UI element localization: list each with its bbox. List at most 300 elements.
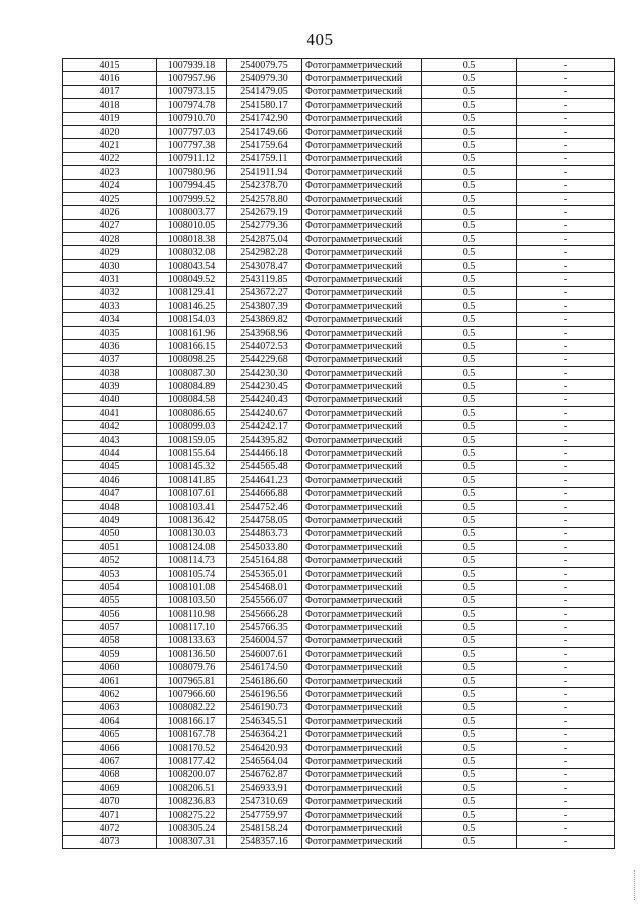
x-coordinate-cell: 1007910.70 [157,112,227,125]
table-row [63,340,615,353]
x-coordinate-cell: 1008200.07 [157,768,227,781]
coordinates-table-body [63,59,615,849]
y-coordinate-cell: 2546933.91 [227,782,302,795]
method-cell: Фотограмметрический [302,500,422,513]
x-coordinate-cell: 1007797.38 [157,139,227,152]
point-number-cell: 4043 [63,433,157,446]
table-row [63,206,615,219]
point-number-cell: 4031 [63,273,157,286]
note-cell: - [517,139,615,152]
method-cell: Фотограмметрический [302,139,422,152]
note-cell: - [517,541,615,554]
accuracy-cell: 0.5 [422,340,517,353]
accuracy-cell: 0.5 [422,567,517,580]
method-cell: Фотограмметрический [302,701,422,714]
y-coordinate-cell: 2546196.56 [227,688,302,701]
point-number-cell: 4050 [63,527,157,540]
accuracy-cell: 0.5 [422,648,517,661]
x-coordinate-cell: 1008146.25 [157,300,227,313]
point-number-cell: 4019 [63,112,157,125]
table-row [63,715,615,728]
y-coordinate-cell: 2546564.04 [227,755,302,768]
table-row [63,688,615,701]
accuracy-cell: 0.5 [422,420,517,433]
point-number-cell: 4055 [63,594,157,607]
x-coordinate-cell: 1008305.24 [157,822,227,835]
method-cell: Фотограмметрический [302,407,422,420]
method-cell: Фотограмметрический [302,380,422,393]
accuracy-cell: 0.5 [422,246,517,259]
table-row [63,152,615,165]
y-coordinate-cell: 2545468.01 [227,581,302,594]
y-coordinate-cell: 2545033.80 [227,541,302,554]
x-coordinate-cell: 1008082.22 [157,701,227,714]
accuracy-cell: 0.5 [422,487,517,500]
table-row [63,139,615,152]
y-coordinate-cell: 2543869.82 [227,313,302,326]
method-cell: Фотограмметрический [302,768,422,781]
accuracy-cell: 0.5 [422,259,517,272]
accuracy-cell: 0.5 [422,500,517,513]
point-number-cell: 4073 [63,835,157,848]
accuracy-cell: 0.5 [422,460,517,473]
table-row [63,808,615,821]
note-cell: - [517,340,615,353]
point-number-cell: 4030 [63,259,157,272]
accuracy-cell: 0.5 [422,192,517,205]
table-row [63,125,615,138]
x-coordinate-cell: 1008275.22 [157,808,227,821]
method-cell: Фотограмметрический [302,219,422,232]
x-coordinate-cell: 1007911.12 [157,152,227,165]
table-row [63,393,615,406]
y-coordinate-cell: 2542982.28 [227,246,302,259]
x-coordinate-cell: 1007939.18 [157,59,227,72]
point-number-cell: 4032 [63,286,157,299]
method-cell: Фотограмметрический [302,527,422,540]
x-coordinate-cell: 1008167.78 [157,728,227,741]
table-row [63,233,615,246]
accuracy-cell: 0.5 [422,674,517,687]
accuracy-cell: 0.5 [422,554,517,567]
accuracy-cell: 0.5 [422,541,517,554]
point-number-cell: 4065 [63,728,157,741]
accuracy-cell: 0.5 [422,300,517,313]
x-coordinate-cell: 1008307.31 [157,835,227,848]
table-row [63,85,615,98]
method-cell: Фотограмметрический [302,393,422,406]
point-number-cell: 4051 [63,541,157,554]
method-cell: Фотограмметрический [302,634,422,647]
note-cell: - [517,581,615,594]
accuracy-cell: 0.5 [422,474,517,487]
method-cell: Фотограмметрический [302,594,422,607]
accuracy-cell: 0.5 [422,206,517,219]
note-cell: - [517,487,615,500]
method-cell: Фотограмметрический [302,85,422,98]
note-cell: - [517,782,615,795]
x-coordinate-cell: 1008206.51 [157,782,227,795]
method-cell: Фотограмметрический [302,433,422,446]
point-number-cell: 4017 [63,85,157,98]
table-row [63,701,615,714]
note-cell: - [517,233,615,246]
note-cell: - [517,661,615,674]
table-row [63,99,615,112]
table-row [63,554,615,567]
y-coordinate-cell: 2545666.28 [227,608,302,621]
x-coordinate-cell: 1008103.50 [157,594,227,607]
accuracy-cell: 0.5 [422,179,517,192]
method-cell: Фотограмметрический [302,420,422,433]
note-cell: - [517,634,615,647]
y-coordinate-cell: 2541759.11 [227,152,302,165]
method-cell: Фотограмметрический [302,166,422,179]
method-cell: Фотограмметрический [302,152,422,165]
table-row [63,300,615,313]
point-number-cell: 4057 [63,621,157,634]
y-coordinate-cell: 2544666.88 [227,487,302,500]
table-row [63,674,615,687]
table-row [63,594,615,607]
note-cell: - [517,353,615,366]
x-coordinate-cell: 1007980.96 [157,166,227,179]
accuracy-cell: 0.5 [422,661,517,674]
accuracy-cell: 0.5 [422,447,517,460]
table-row [63,246,615,259]
scan-edge-mark [634,870,638,900]
table-row [63,72,615,85]
x-coordinate-cell: 1008155.64 [157,447,227,460]
accuracy-cell: 0.5 [422,634,517,647]
x-coordinate-cell: 1008166.15 [157,340,227,353]
method-cell: Фотограмметрический [302,460,422,473]
y-coordinate-cell: 2543119.85 [227,273,302,286]
y-coordinate-cell: 2544242.17 [227,420,302,433]
method-cell: Фотограмметрический [302,674,422,687]
table-row [63,621,615,634]
point-number-cell: 4020 [63,125,157,138]
y-coordinate-cell: 2544863.73 [227,527,302,540]
method-cell: Фотограмметрический [302,581,422,594]
accuracy-cell: 0.5 [422,621,517,634]
x-coordinate-cell: 1008124.08 [157,541,227,554]
method-cell: Фотограмметрический [302,835,422,848]
method-cell: Фотограмметрический [302,554,422,567]
point-number-cell: 4027 [63,219,157,232]
point-number-cell: 4062 [63,688,157,701]
y-coordinate-cell: 2546174.50 [227,661,302,674]
note-cell: - [517,206,615,219]
method-cell: Фотограмметрический [302,567,422,580]
accuracy-cell: 0.5 [422,326,517,339]
method-cell: Фотограмметрический [302,99,422,112]
method-cell: Фотограмметрический [302,621,422,634]
x-coordinate-cell: 1008101.08 [157,581,227,594]
y-coordinate-cell: 2544240.67 [227,407,302,420]
note-cell: - [517,393,615,406]
point-number-cell: 4072 [63,822,157,835]
note-cell: - [517,112,615,125]
point-number-cell: 4025 [63,192,157,205]
point-number-cell: 4023 [63,166,157,179]
table-row [63,474,615,487]
table-row [63,768,615,781]
method-cell: Фотограмметрический [302,326,422,339]
note-cell: - [517,166,615,179]
x-coordinate-cell: 1008154.03 [157,313,227,326]
point-number-cell: 4016 [63,72,157,85]
note-cell: - [517,795,615,808]
y-coordinate-cell: 2544395.82 [227,433,302,446]
x-coordinate-cell: 1008114.73 [157,554,227,567]
point-number-cell: 4069 [63,782,157,795]
note-cell: - [517,835,615,848]
y-coordinate-cell: 2547310.69 [227,795,302,808]
point-number-cell: 4046 [63,474,157,487]
x-coordinate-cell: 1008159.05 [157,433,227,446]
x-coordinate-cell: 1008103.41 [157,500,227,513]
y-coordinate-cell: 2541742.90 [227,112,302,125]
method-cell: Фотограмметрический [302,741,422,754]
y-coordinate-cell: 2541479.05 [227,85,302,98]
accuracy-cell: 0.5 [422,59,517,72]
table-row [63,313,615,326]
point-number-cell: 4029 [63,246,157,259]
x-coordinate-cell: 1008177.42 [157,755,227,768]
note-cell: - [517,313,615,326]
y-coordinate-cell: 2544240.43 [227,393,302,406]
table-row [63,353,615,366]
table-row [63,420,615,433]
accuracy-cell: 0.5 [422,581,517,594]
method-cell: Фотограмметрический [302,300,422,313]
method-cell: Фотограмметрический [302,179,422,192]
note-cell: - [517,179,615,192]
x-coordinate-cell: 1008098.25 [157,353,227,366]
method-cell: Фотограмметрический [302,125,422,138]
table-row [63,59,615,72]
point-number-cell: 4063 [63,701,157,714]
y-coordinate-cell: 2540079.75 [227,59,302,72]
accuracy-cell: 0.5 [422,808,517,821]
method-cell: Фотограмметрический [302,59,422,72]
y-coordinate-cell: 2546345.51 [227,715,302,728]
page-number: 405 [306,30,334,49]
note-cell: - [517,755,615,768]
accuracy-cell: 0.5 [422,72,517,85]
y-coordinate-cell: 2544752.46 [227,500,302,513]
y-coordinate-cell: 2542578.80 [227,192,302,205]
x-coordinate-cell: 1008130.03 [157,527,227,540]
point-number-cell: 4034 [63,313,157,326]
note-cell: - [517,433,615,446]
table-row [63,166,615,179]
table-row [63,795,615,808]
point-number-cell: 4026 [63,206,157,219]
point-number-cell: 4068 [63,768,157,781]
note-cell: - [517,460,615,473]
x-coordinate-cell: 1008084.89 [157,380,227,393]
accuracy-cell: 0.5 [422,125,517,138]
note-cell: - [517,219,615,232]
point-number-cell: 4040 [63,393,157,406]
method-cell: Фотограмметрический [302,728,422,741]
y-coordinate-cell: 2546364.21 [227,728,302,741]
point-number-cell: 4024 [63,179,157,192]
point-number-cell: 4066 [63,741,157,754]
point-number-cell: 4070 [63,795,157,808]
y-coordinate-cell: 2544641.23 [227,474,302,487]
accuracy-cell: 0.5 [422,514,517,527]
point-number-cell: 4056 [63,608,157,621]
note-cell: - [517,648,615,661]
table-row [63,326,615,339]
note-cell: - [517,688,615,701]
note-cell: - [517,514,615,527]
table-row [63,273,615,286]
note-cell: - [517,474,615,487]
point-number-cell: 4018 [63,99,157,112]
accuracy-cell: 0.5 [422,768,517,781]
y-coordinate-cell: 2543672.27 [227,286,302,299]
x-coordinate-cell: 1008084.58 [157,393,227,406]
point-number-cell: 4045 [63,460,157,473]
accuracy-cell: 0.5 [422,701,517,714]
accuracy-cell: 0.5 [422,273,517,286]
y-coordinate-cell: 2542779.36 [227,219,302,232]
x-coordinate-cell: 1007797.03 [157,125,227,138]
x-coordinate-cell: 1008145.32 [157,460,227,473]
table-row [63,541,615,554]
method-cell: Фотограмметрический [302,755,422,768]
method-cell: Фотограмметрический [302,782,422,795]
note-cell: - [517,380,615,393]
accuracy-cell: 0.5 [422,99,517,112]
note-cell: - [517,594,615,607]
method-cell: Фотограмметрический [302,313,422,326]
method-cell: Фотограмметрический [302,447,422,460]
note-cell: - [517,715,615,728]
accuracy-cell: 0.5 [422,112,517,125]
table-row [63,728,615,741]
accuracy-cell: 0.5 [422,139,517,152]
method-cell: Фотограмметрический [302,822,422,835]
method-cell: Фотограмметрический [302,514,422,527]
y-coordinate-cell: 2541911.94 [227,166,302,179]
accuracy-cell: 0.5 [422,433,517,446]
point-number-cell: 4067 [63,755,157,768]
point-number-cell: 4041 [63,407,157,420]
x-coordinate-cell: 1008086.65 [157,407,227,420]
x-coordinate-cell: 1007999.52 [157,192,227,205]
y-coordinate-cell: 2545566.07 [227,594,302,607]
point-number-cell: 4052 [63,554,157,567]
x-coordinate-cell: 1008010.05 [157,219,227,232]
point-number-cell: 4048 [63,500,157,513]
table-row [63,460,615,473]
accuracy-cell: 0.5 [422,755,517,768]
method-cell: Фотограмметрический [302,112,422,125]
y-coordinate-cell: 2544230.45 [227,380,302,393]
point-number-cell: 4039 [63,380,157,393]
note-cell: - [517,152,615,165]
y-coordinate-cell: 2540979.30 [227,72,302,85]
table-row [63,112,615,125]
point-number-cell: 4049 [63,514,157,527]
point-number-cell: 4064 [63,715,157,728]
note-cell: - [517,500,615,513]
table-row [63,487,615,500]
point-number-cell: 4028 [63,233,157,246]
method-cell: Фотограмметрический [302,72,422,85]
note-cell: - [517,447,615,460]
y-coordinate-cell: 2546186.60 [227,674,302,687]
point-number-cell: 4021 [63,139,157,152]
x-coordinate-cell: 1007974.78 [157,99,227,112]
point-number-cell: 4022 [63,152,157,165]
point-number-cell: 4047 [63,487,157,500]
accuracy-cell: 0.5 [422,152,517,165]
accuracy-cell: 0.5 [422,219,517,232]
table-row [63,755,615,768]
x-coordinate-cell: 1008170.52 [157,741,227,754]
x-coordinate-cell: 1008049.52 [157,273,227,286]
y-coordinate-cell: 2541749.66 [227,125,302,138]
y-coordinate-cell: 2545164.88 [227,554,302,567]
accuracy-cell: 0.5 [422,741,517,754]
y-coordinate-cell: 2542378.70 [227,179,302,192]
method-cell: Фотограмметрический [302,353,422,366]
coordinates-table [62,58,615,849]
y-coordinate-cell: 2542679.19 [227,206,302,219]
y-coordinate-cell: 2544565.48 [227,460,302,473]
accuracy-cell: 0.5 [422,715,517,728]
note-cell: - [517,273,615,286]
note-cell: - [517,554,615,567]
note-cell: - [517,366,615,379]
y-coordinate-cell: 2542875.04 [227,233,302,246]
accuracy-cell: 0.5 [422,782,517,795]
method-cell: Фотограмметрический [302,688,422,701]
note-cell: - [517,72,615,85]
note-cell: - [517,728,615,741]
accuracy-cell: 0.5 [422,393,517,406]
table-row [63,447,615,460]
table-row [63,608,615,621]
method-cell: Фотограмметрический [302,795,422,808]
table-row [63,648,615,661]
method-cell: Фотограмметрический [302,233,422,246]
table-row [63,782,615,795]
x-coordinate-cell: 1008236.83 [157,795,227,808]
method-cell: Фотограмметрический [302,541,422,554]
accuracy-cell: 0.5 [422,822,517,835]
table-row [63,192,615,205]
note-cell: - [517,741,615,754]
accuracy-cell: 0.5 [422,166,517,179]
y-coordinate-cell: 2541580.17 [227,99,302,112]
method-cell: Фотограмметрический [302,286,422,299]
accuracy-cell: 0.5 [422,233,517,246]
accuracy-cell: 0.5 [422,407,517,420]
point-number-cell: 4036 [63,340,157,353]
table-row [63,500,615,513]
note-cell: - [517,822,615,835]
x-coordinate-cell: 1008032.08 [157,246,227,259]
note-cell: - [517,286,615,299]
table-row [63,634,615,647]
